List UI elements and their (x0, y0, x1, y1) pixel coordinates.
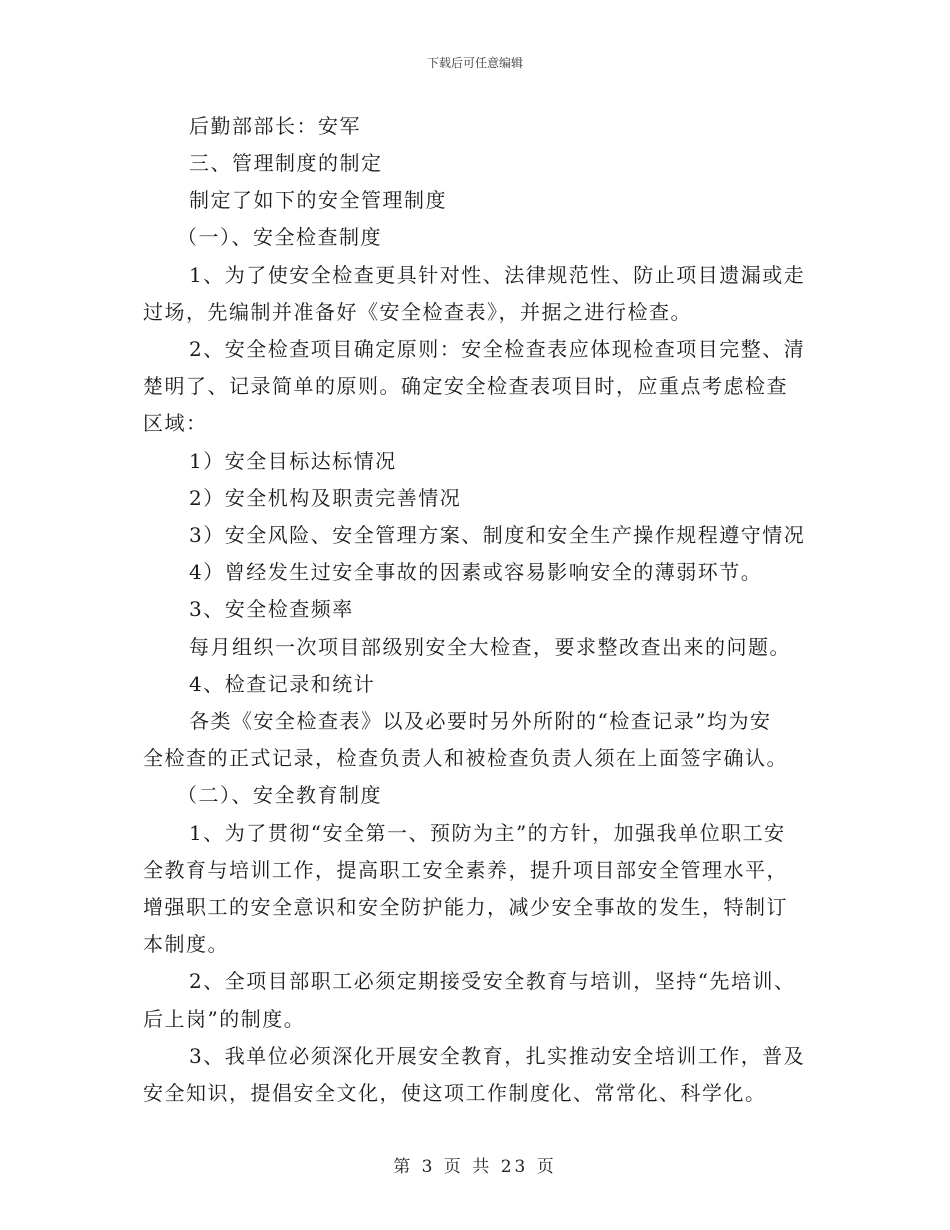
paragraph-line: 后勤部部长：安军 (189, 114, 361, 138)
list-item: 3）安全风险、安全管理方案、制度和安全生产操作规程遵守情况 (189, 523, 806, 547)
paragraph-line: 楚明了、记录简单的原则。确定安全检查表项目时，应重点考虑检查 (143, 374, 788, 398)
paragraph-line: 本制度。 (143, 932, 229, 956)
paragraph-line: 后上岗”的制度。 (143, 1007, 306, 1031)
paragraph-line: 全教育与培训工作，提高职工安全素养，提升项目部安全管理水平， (143, 858, 788, 882)
paragraph-line: 过场，先编制并准备好《安全检查表》，并据之进行检查。 (143, 300, 692, 324)
page-number-footer: 第 3 页 共 23 页 (393, 1157, 557, 1177)
list-item: 4）曾经发生过安全事故的因素或容易影响安全的薄弱环节。 (189, 560, 763, 584)
paragraph-line: 每月组织一次项目部级别安全大检查，要求整改查出来的问题。 (189, 635, 791, 659)
paragraph-line: 增强职工的安全意识和安全防护能力，减少安全事故的发生，特制订 (143, 895, 788, 919)
paragraph-line: 制定了如下的安全管理制度 (189, 188, 447, 212)
paragraph-line: 1、为了使安全检查更具针对性、法律规范性、防止项目遗漏或走 (189, 263, 806, 287)
list-item: 1）安全目标达标情况 (189, 449, 397, 473)
paragraph-line: 区域： (143, 411, 208, 435)
page-header: 下载后可任意编辑 (426, 56, 523, 70)
paragraph-line: 4、检查记录和统计 (189, 672, 376, 696)
paragraph-line: 2、全项目部职工必须定期接受安全教育与培训，坚持“先培训、 (189, 969, 796, 993)
subsection-heading: （二）、安全教育制度 (177, 783, 382, 807)
paragraph-line: 3、安全检查频率 (189, 597, 354, 621)
subsection-heading: （一）、安全检查制度 (177, 225, 382, 249)
paragraph-line: 2、安全检查项目确定原则：安全检查表应体现检查项目完整、清 (189, 337, 806, 361)
section-heading: 三、管理制度的制定 (189, 151, 383, 175)
paragraph-line: 1、为了贯彻“安全第一、预防为主”的方针，加强我单位职工安 (189, 821, 786, 845)
paragraph-line: 各类《安全检查表》以及必要时另外所附的“检查记录”均为安 (189, 709, 772, 733)
paragraph-line: 3、我单位必须深化开展安全教育，扎实推动安全培训工作，普及 (189, 1044, 806, 1068)
list-item: 2）安全机构及职责完善情况 (189, 486, 462, 510)
paragraph-line: 全检查的正式记录，检查负责人和被检查负责人须在上面签字确认。 (143, 746, 788, 770)
paragraph-line: 安全知识，提倡安全文化，使这项工作制度化、常常化、科学化。 (143, 1081, 767, 1105)
